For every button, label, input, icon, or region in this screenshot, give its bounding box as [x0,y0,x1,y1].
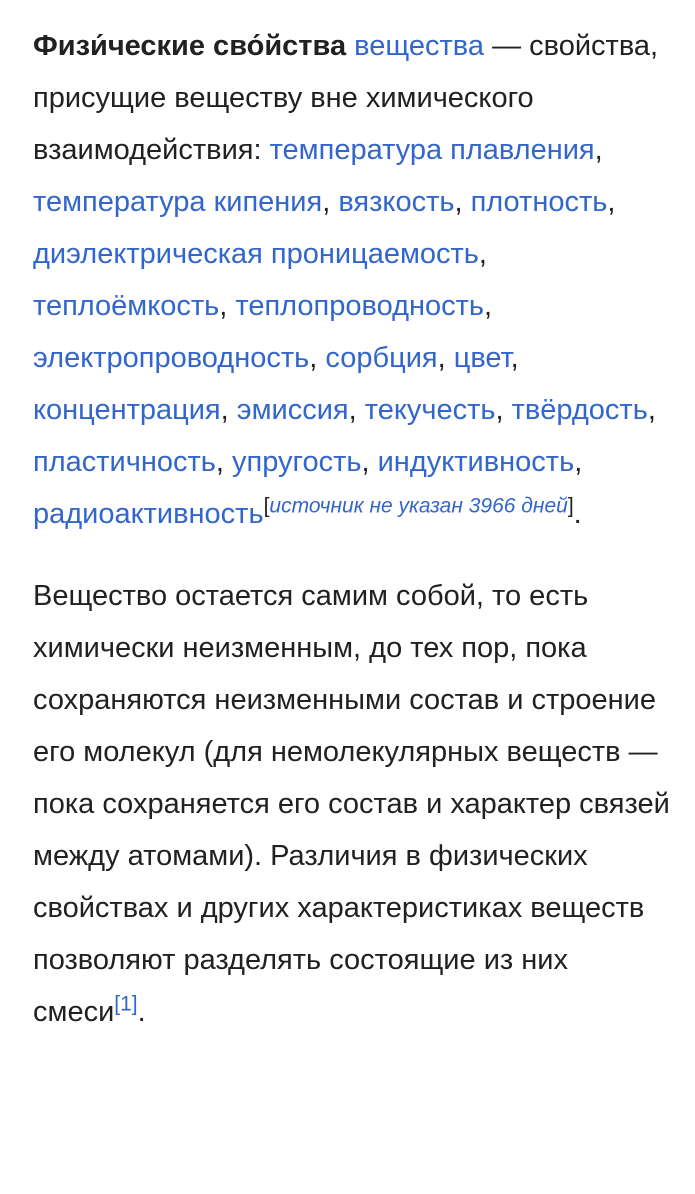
citation-bracket-open: [ [263,494,270,518]
list-separator: , [437,342,454,374]
link-hardness[interactable]: твёрдость [511,394,648,426]
list-separator: , [484,290,493,322]
link-viscosity[interactable]: вязкость [338,186,455,218]
definition-text: — свойства, присущие веществу вне химического взаимодействия: [33,30,659,166]
link-melting-point[interactable]: температура плавления [269,134,595,166]
list-separator: , [309,342,326,374]
list-separator: , [219,290,236,322]
link-substance[interactable]: вещества [354,30,485,62]
link-inductance[interactable]: индуктивность [377,446,575,478]
list-separator: , [348,394,365,426]
reference-1 [114,992,137,1015]
list-separator: , [594,134,603,166]
link-dielectric-permittivity[interactable]: диэлектрическая проницаемость [33,238,479,270]
link-electrical-conductivity[interactable]: электропроводность [33,342,310,374]
link-heat-capacity[interactable]: теплоёмкость [33,290,220,322]
link-elasticity[interactable]: упругость [232,446,362,478]
term-physical-properties: Физи́ческие сво́йства [33,30,347,62]
link-sorption[interactable]: сорбция [325,342,438,374]
list-separator: , [322,186,339,218]
paragraph-physical-properties [33,20,673,540]
link-color[interactable]: цвет [453,342,511,374]
list-separator: , [574,446,583,478]
end-period: . [137,996,146,1028]
link-fluidity[interactable]: текучесть [364,394,496,426]
link-radioactivity[interactable]: радиоактивность [33,498,264,530]
link-citation-needed[interactable]: источник не указан 3966 дней [269,494,568,518]
list-separator: , [607,186,616,218]
list-separator: , [220,394,237,426]
link-density[interactable]: плотность [470,186,608,218]
link-plasticity[interactable]: пластичность [33,446,216,478]
citation-bracket-close: ] [567,494,574,518]
list-separator: , [647,394,656,426]
list-separator: , [495,394,512,426]
list-separator: , [215,446,233,478]
list-separator: , [361,446,378,478]
link-boiling-point[interactable]: температура кипения [33,186,323,218]
link-reference-1[interactable]: [1] [114,992,138,1016]
link-concentration[interactable]: концентрация [33,394,221,426]
paragraph-substance-identity [33,570,673,1038]
link-emission[interactable]: эмиссия [236,394,349,426]
citation-needed [264,494,574,517]
end-period: . [573,498,582,530]
list-separator: , [510,342,519,374]
link-thermal-conductivity[interactable]: теплопроводность [235,290,485,322]
paragraph-text: Вещество остается самим собой, то есть химически неизменным, до тех пор, пока сохраняются неизменными состав и строение его молекул (для немолекулярных веществ — пока сохраняется его состав и характер связей между атомами). Различия в физических свойствах и других характеристиках веществ позволяют разделять состоящие из них смеси [33,580,670,1028]
list-separator: , [454,186,471,218]
list-separator: , [478,238,487,270]
